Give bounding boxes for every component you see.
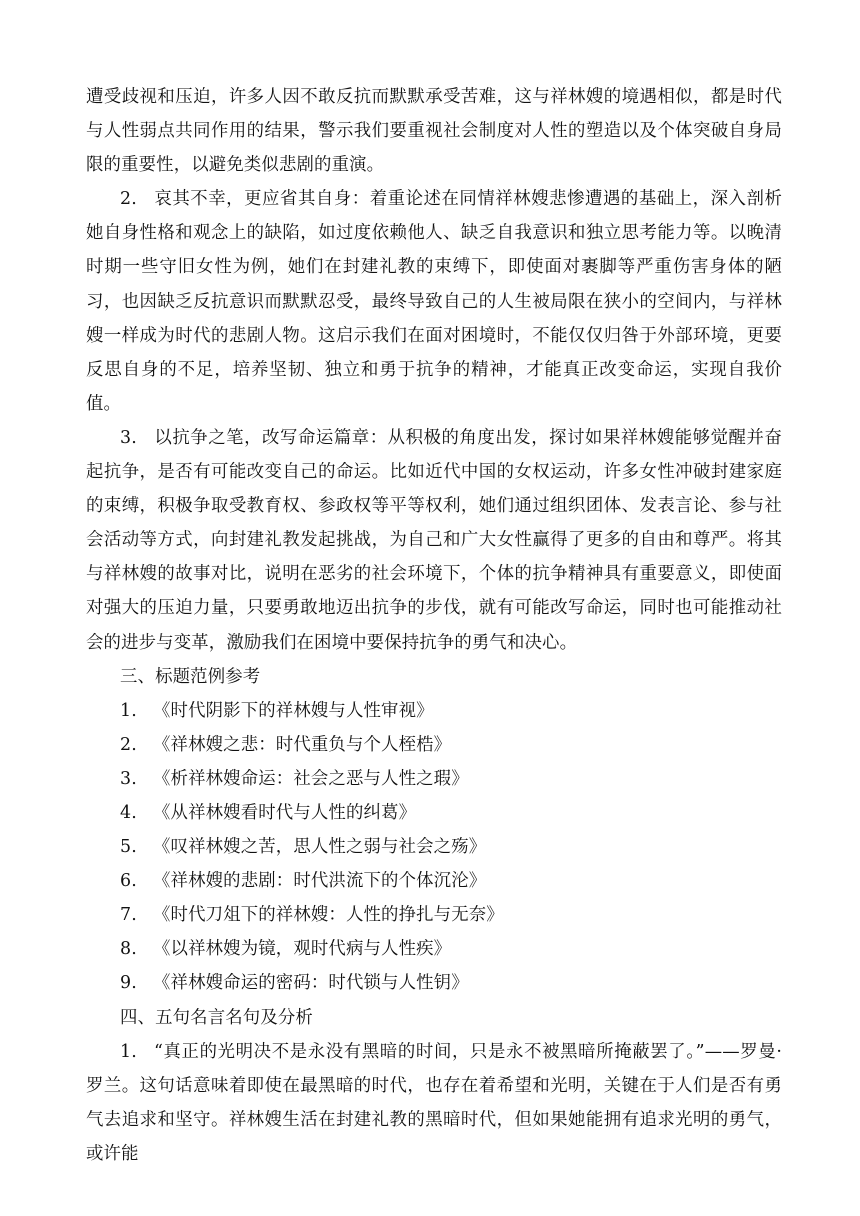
list-item — [86, 762, 782, 796]
list-item-text: 《时代阴影下的祥林嫂与人性审视》 — [153, 700, 434, 721]
list-item — [86, 796, 782, 830]
point-text: 以抗争之笔，改写命运篇章：从积极的角度出发，探讨如果祥林嫂能够觉醒并奋起抗争，是否有可能改变自己的命运。比如近代中国的女权运动，许多女性冲破封建家庭的束缚，积极争取受教育权、参政权等平等权利，她们通过组织团体、发表言论、参与社会活动等方式，向封建礼教发起挑战，为自己和广大女性赢得了更多的自由和尊严。将其与祥林嫂的故事对比，说明在恶劣的社会环境下，个体的抗争精神具有重要意义，即使面对强大的压迫力量，只要勇敢地迈出抗争的步伐，就有可能改写命运，同时也可能推动社会的进步与变革，激励我们在困境中要保持抗争的勇气和决心。 — [86, 427, 782, 653]
list-item-number: 6. — [120, 871, 137, 892]
list-item — [86, 728, 782, 762]
paragraph-point-2 — [86, 182, 782, 421]
list-item — [86, 966, 782, 1000]
list-item-number: 8. — [120, 939, 137, 960]
list-item-number: 4. — [120, 802, 137, 823]
list-item-number: 7. — [120, 905, 137, 926]
quote-text: “真正的光明决不是永没有黑暗的时间，只是永不被黑暗所掩蔽罢了。”——罗曼·罗兰。这句话意味着即使在最黑暗的时代，也存在着希望和光明，关键在于人们是否有勇气去追求和坚守。祥林嫂生活在封建礼教的黑暗时代，但如果她能拥有追求光明的勇气，或许能 — [86, 1041, 782, 1164]
list-item — [86, 932, 782, 966]
point-number: 3. — [120, 427, 137, 448]
list-item-text: 《祥林嫂的悲剧：时代洪流下的个体沉沦》 — [153, 871, 487, 892]
list-item — [86, 898, 782, 932]
quote-number: 1. — [120, 1041, 137, 1062]
paragraph-continuation: 遭受歧视和压迫，许多人因不敢反抗而默默承受苦难，这与祥林嫂的境遇相似，都是时代与人性弱点共同作用的结果，警示我们要重视社会制度对人性的塑造以及个体突破自身局限的重要性，以避免类似悲剧的重演。 — [86, 87, 782, 176]
point-number: 2. — [120, 189, 137, 210]
list-item-number: 1. — [120, 700, 137, 721]
list-item — [86, 830, 782, 864]
list-item-text: 《祥林嫂之悲：时代重负与个人桎梏》 — [153, 734, 452, 755]
list-item — [86, 864, 782, 898]
section-heading-3: 三、标题范例参考 — [120, 666, 261, 687]
list-item-text: 《叹祥林嫂之苦，思人性之弱与社会之殇》 — [153, 837, 487, 858]
list-item-number: 3. — [120, 768, 137, 789]
quote-paragraph-1 — [86, 1035, 782, 1171]
list-item-number: 5. — [120, 837, 137, 858]
title-examples-list — [86, 694, 782, 1001]
list-item-number: 2. — [120, 734, 137, 755]
list-item-number: 9. — [120, 973, 137, 994]
list-item — [86, 694, 782, 728]
list-item-text: 《以祥林嫂为镜，观时代病与人性疾》 — [153, 939, 452, 960]
list-item-text: 《时代刀俎下的祥林嫂：人性的挣扎与无奈》 — [153, 905, 504, 926]
list-item-text: 《从祥林嫂看时代与人性的纠葛》 — [153, 802, 417, 823]
document-body — [86, 80, 782, 1171]
list-item-text: 《析祥林嫂命运：社会之恶与人性之瑕》 — [153, 768, 469, 789]
point-text: 哀其不幸，更应省其自身：着重论述在同情祥林嫂悲惨遭遇的基础上，深入剖析她自身性格和观念上的缺陷，如过度依赖他人、缺乏自我意识和独立思考能力等。以晚清时期一些守旧女性为例，她们在封建礼教的束缚下，即使面对裹脚等严重伤害身体的陋习，也因缺乏反抗意识而默默忍受，最终导致自己的人生被局限在狭小的空间内，与祥林嫂一样成为时代的悲剧人物。这启示我们在面对困境时，不能仅仅归咎于外部环境，更要反思自身的不足，培养坚韧、独立和勇于抗争的精神，才能真正改变命运，实现自我价值。 — [86, 189, 782, 414]
list-item-text: 《祥林嫂命运的密码：时代锁与人性钥》 — [153, 973, 469, 994]
section-heading-4: 四、五句名言名句及分析 — [120, 1007, 313, 1028]
paragraph-point-3 — [86, 421, 782, 660]
